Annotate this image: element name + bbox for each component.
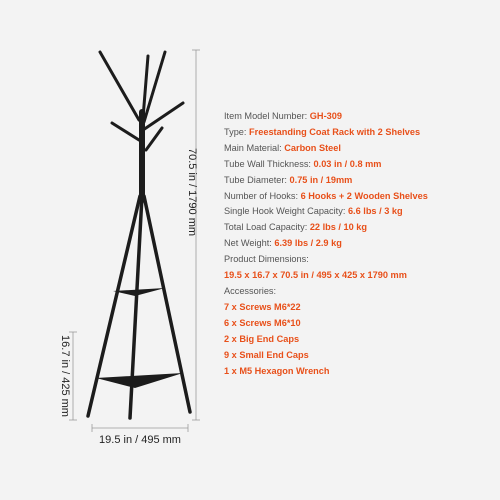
height-shelf-label: 16.7 in / 425 mm xyxy=(59,335,71,417)
accessory-item: 2 x Big End Caps xyxy=(224,333,300,344)
spec-row xyxy=(224,141,494,157)
spec-value: 6.6 lbs / 3 kg xyxy=(347,206,403,217)
spec-row xyxy=(224,189,494,205)
accessory-item: 7 x Screws M6*22 xyxy=(224,301,301,312)
spec-value: 22 lbs / 10 kg xyxy=(309,222,368,233)
spec-row xyxy=(224,204,494,220)
spec-row xyxy=(224,173,494,189)
spec-value: 0.75 in / 19mm xyxy=(289,174,353,185)
spec-label: Tube Diameter: xyxy=(224,174,290,185)
accessory-item: 1 x M5 Hexagon Wrench xyxy=(224,365,330,376)
spec-row xyxy=(224,125,494,141)
accessories-label: Accessories: xyxy=(224,285,277,296)
spec-value: 6 Hooks + 2 Wooden Shelves xyxy=(300,190,428,201)
coat-rack xyxy=(88,52,190,418)
spec-row xyxy=(224,157,494,173)
height-total-label: 70.5 in / 1790 mm xyxy=(186,147,198,237)
spec-value: Freestanding Coat Rack with 2 Shelves xyxy=(249,126,421,137)
spec-label: Item Model Number: xyxy=(224,111,310,121)
spec-row xyxy=(224,220,494,236)
spec-row xyxy=(224,236,494,252)
accessory-item: 9 x Small End Caps xyxy=(224,349,309,360)
lower-shelf xyxy=(96,373,183,388)
hook xyxy=(146,128,162,150)
spec-list xyxy=(224,109,494,379)
spec-value: 6.39 lbs / 2.9 kg xyxy=(274,238,342,249)
width-label: 19.5 in / 495 mm xyxy=(99,434,181,446)
hook xyxy=(112,123,139,140)
spec-label: Number of Hooks: xyxy=(224,190,301,201)
spec-label: Total Load Capacity: xyxy=(224,222,310,233)
spec-value: GH-309 xyxy=(309,111,342,121)
spec-label: Main Material: xyxy=(224,142,285,153)
spec-label: Tube Wall Thickness: xyxy=(224,158,314,169)
spec-value: Carbon Steel xyxy=(284,142,341,153)
product-dimensions-label: Product Dimensions: xyxy=(224,254,309,265)
upper-shelf xyxy=(113,288,165,296)
product-dimensions-value: 19.5 x 16.7 x 70.5 in / 495 x 425 x 1790 mm xyxy=(224,270,407,281)
spec-value: 0.03 in / 0.8 mm xyxy=(313,158,382,169)
spec-label: Single Hook Weight Capacity: xyxy=(224,206,348,217)
spec-label: Type: xyxy=(224,126,250,137)
accessory-item: 6 x Screws M6*10 xyxy=(224,317,301,328)
spec-row xyxy=(224,109,494,125)
spec-label: Net Weight: xyxy=(224,238,275,249)
hook xyxy=(100,52,139,120)
